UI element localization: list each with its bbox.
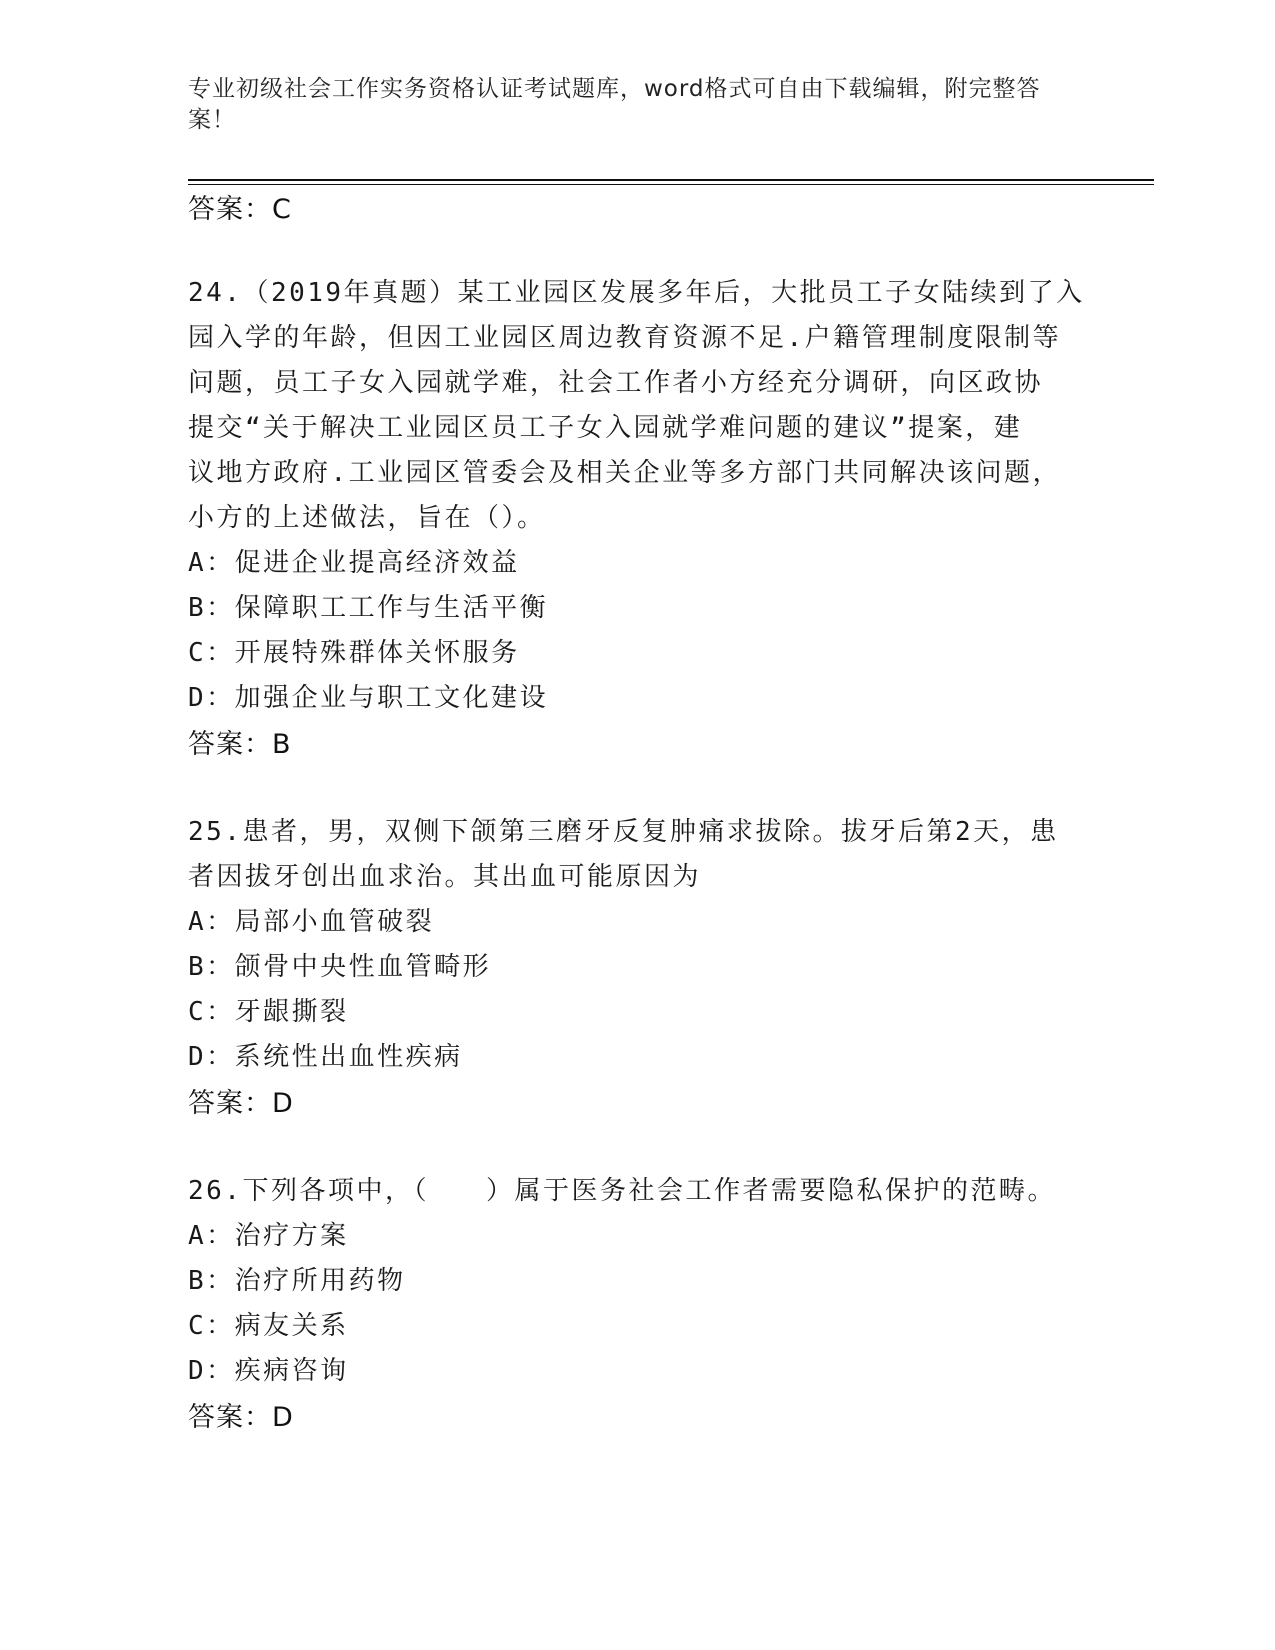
- question-text-line: 小方的上述做法，旨在（）。: [188, 503, 546, 533]
- option-b: B：保障职工工作与生活平衡: [188, 593, 549, 623]
- option-c: C：开展特殊群体关怀服务: [188, 638, 520, 668]
- option-a: A：促进企业提高经济效益: [188, 548, 520, 578]
- question-text-line: 26.下列各项中，（ ）属于医务社会工作者需要隐私保护的范畴。: [188, 1176, 1056, 1206]
- option-a: A：治疗方案: [188, 1221, 349, 1251]
- header-title-line-1: 专业初级社会工作实务资格认证考试题库，word格式可自由下载编辑，附完整答: [188, 76, 1041, 102]
- question-text-line: 问题，员工子女入园就学难，社会工作者小方经充分调研，向区政协: [188, 368, 1044, 398]
- option-c: C：病友关系: [188, 1311, 349, 1341]
- question-text-line: 议地方政府.工业园区管委会及相关企业等多方部门共同解决该问题，: [188, 458, 1062, 488]
- answer: 答案：B: [188, 729, 292, 760]
- header-divider-thin: [188, 184, 1154, 185]
- answer: 答案：D: [188, 1088, 294, 1119]
- option-c: C：牙龈撕裂: [188, 997, 349, 1027]
- answer: 答案：D: [188, 1402, 294, 1433]
- question-text-line: 园入学的年龄，但因工业园区周边教育资源不足.户籍管理制度限制等: [188, 323, 1062, 353]
- question-text-line: 25.患者，男，双侧下颌第三磨牙反复肿痛求拔除。拔牙后第2天，患: [188, 817, 1059, 847]
- previous-answer: 答案：C: [188, 194, 292, 225]
- question-text-line: 者因拔牙创出血求治。其出血可能原因为: [188, 862, 702, 892]
- header-title-line-2: 案！: [188, 107, 236, 133]
- option-b: B：颌骨中央性血管畸形: [188, 952, 492, 982]
- option-a: A：局部小血管破裂: [188, 907, 435, 937]
- document-header: [188, 74, 1068, 136]
- option-d: D：系统性出血性疾病: [188, 1042, 463, 1072]
- option-b: B：治疗所用药物: [188, 1266, 406, 1296]
- option-d: D：疾病咨询: [188, 1356, 349, 1386]
- option-d: D：加强企业与职工文化建设: [188, 683, 549, 713]
- question-text-line: 24.（2019年真题）某工业园区发展多年后，大批员工子女陆续到了入: [188, 278, 1085, 308]
- question-text-line: 提交“关于解决工业园区员工子女入园就学难问题的建议”提案，建: [188, 413, 1023, 443]
- header-divider-thick: [188, 179, 1154, 181]
